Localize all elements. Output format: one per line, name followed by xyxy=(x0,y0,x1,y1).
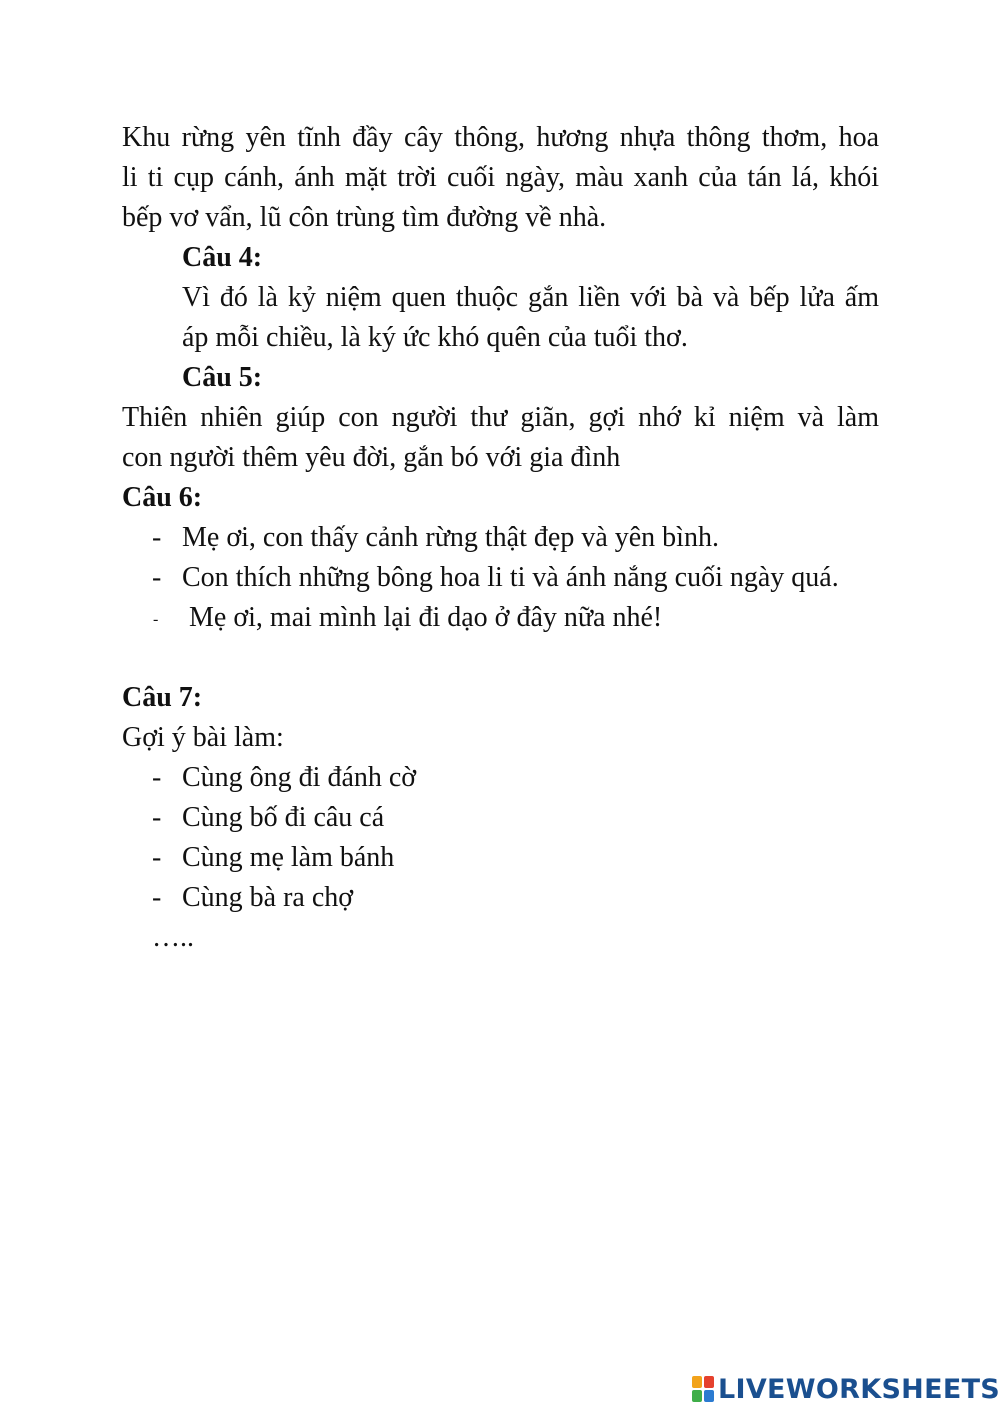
intro-line-2: li ti cụp cánh, ánh mặt trời cuối ngày, màu xanh của tán lá, khói xyxy=(122,162,879,193)
cau5-line-1: Thiên nhiên giúp con người thư giãn, gợi nhớ kỉ niệm và làm xyxy=(122,402,879,433)
intro-line-3: bếp vơ vẩn, lũ côn trùng tìm đường về nhà. xyxy=(122,202,607,233)
cau6-heading: Câu 6: xyxy=(122,482,203,513)
cau7-item-4: Cùng bà ra chợ xyxy=(182,882,354,913)
cau6-item-2: Con thích những bông hoa li ti và ánh nắng cuối ngày quá. xyxy=(182,562,839,593)
list-dash: - xyxy=(152,802,162,833)
liveworksheets-logo xyxy=(692,1372,1000,1406)
cau4-heading: Câu 4: xyxy=(182,242,263,273)
cau7-item-3: Cùng mẹ làm bánh xyxy=(182,842,395,873)
cau7-item-1: Cùng ông đi đánh cờ xyxy=(182,762,417,793)
cau7-ellipsis: ….. xyxy=(152,922,194,953)
cau7-intro: Gợi ý bài làm: xyxy=(122,722,284,753)
list-dash: - xyxy=(152,522,162,553)
list-dash: - xyxy=(152,882,162,913)
liveworksheets-logo-icon xyxy=(692,1376,714,1402)
cau5-line-2: con người thêm yêu đời, gắn bó với gia đình xyxy=(122,442,621,473)
cau4-line-1: Vì đó là kỷ niệm quen thuộc gắn liền với bà và bếp lửa ấm xyxy=(182,282,879,313)
list-dash-small: - xyxy=(153,611,159,628)
list-dash: - xyxy=(152,762,162,793)
list-dash: - xyxy=(152,842,162,873)
cau4-line-2: áp mỗi chiều, là ký ức khó quên của tuổi thơ. xyxy=(182,322,688,353)
cau7-item-2: Cùng bố đi câu cá xyxy=(182,802,385,833)
cau6-item-1: Mẹ ơi, con thấy cảnh rừng thật đẹp và yên bình. xyxy=(182,522,719,553)
intro-line-1: Khu rừng yên tĩnh đầy cây thông, hương nhựa thông thơm, hoa xyxy=(122,122,879,153)
cau7-heading: Câu 7: xyxy=(122,682,203,713)
cau5-heading: Câu 5: xyxy=(182,362,263,393)
list-dash: - xyxy=(152,562,162,593)
liveworksheets-logo-text: LIVEWORKSHEETS xyxy=(718,1373,1000,1405)
cau6-item-3: Mẹ ơi, mai mình lại đi dạo ở đây nữa nhé! xyxy=(189,602,663,633)
